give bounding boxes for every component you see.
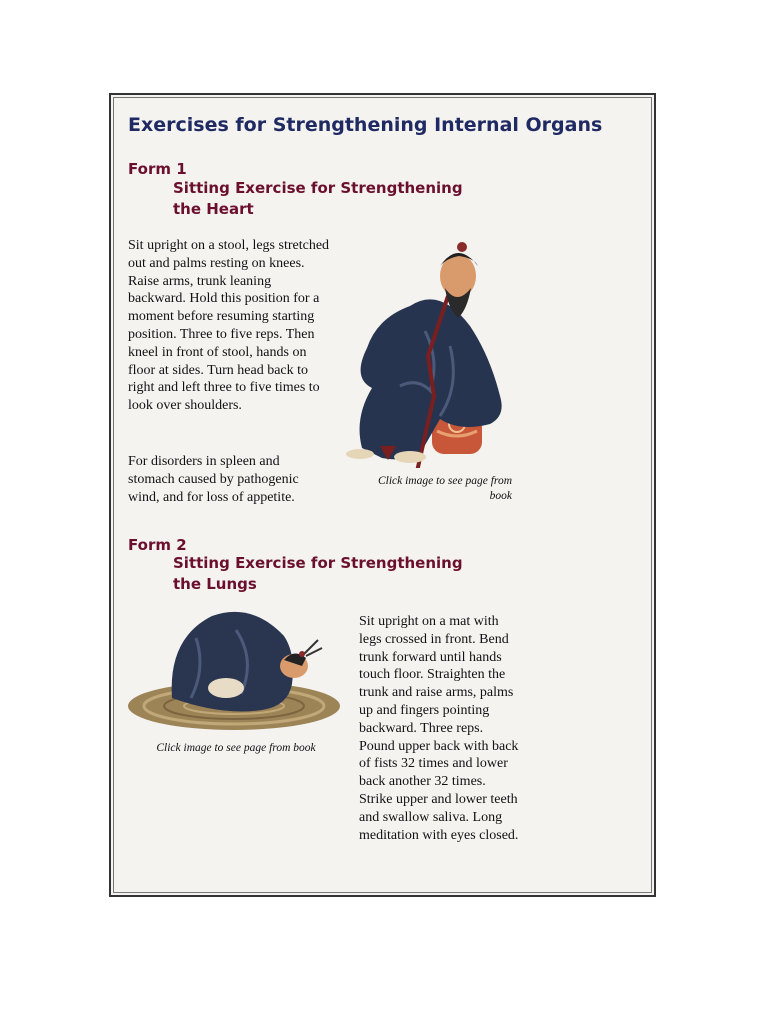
form-1-subtitle: Sitting Exercise for Strengthening the Heart xyxy=(173,179,463,218)
page-title: Exercises for Strengthening Internal Organs xyxy=(128,114,603,136)
form-1-image-caption[interactable]: Click image to see page from book xyxy=(377,475,512,502)
form-1-label: Form 1 xyxy=(128,160,187,178)
form-2-bowing-figure-image[interactable] xyxy=(126,608,342,734)
form-2-subtitle: Sitting Exercise for Strengthening the Lungs xyxy=(173,554,463,593)
form-2-image-caption[interactable]: Click image to see page from book xyxy=(156,742,316,754)
form-2-label: Form 2 xyxy=(128,536,187,554)
form-1-sitting-figure-image[interactable] xyxy=(340,236,515,468)
form-2-instructions: Sit upright on a mat with legs crossed in front. Bend trunk forward until hands touch floor. Straighten the trunk and raise arms, palms up and fingers pointing backward. Three reps. Pound upper back with back of fists 32 times and lower back another 32 times. Strike upper and lower teeth and swallow saliva. Long meditation with eyes closed. xyxy=(359,614,519,843)
form-1-indications: For disorders in spleen and stomach caused by pathogenic wind, and for loss of appetite. xyxy=(128,454,299,505)
form-1-instructions: Sit upright on a stool, legs stretched out and palms resting on knees. Raise arms, trunk leaning backward. Hold this position for a moment before resuming starting position. Three to five reps. Then kneel in front of stool, hands on floor at sides. Turn head back to right and left three to five times to look over shoulders. xyxy=(128,238,330,414)
